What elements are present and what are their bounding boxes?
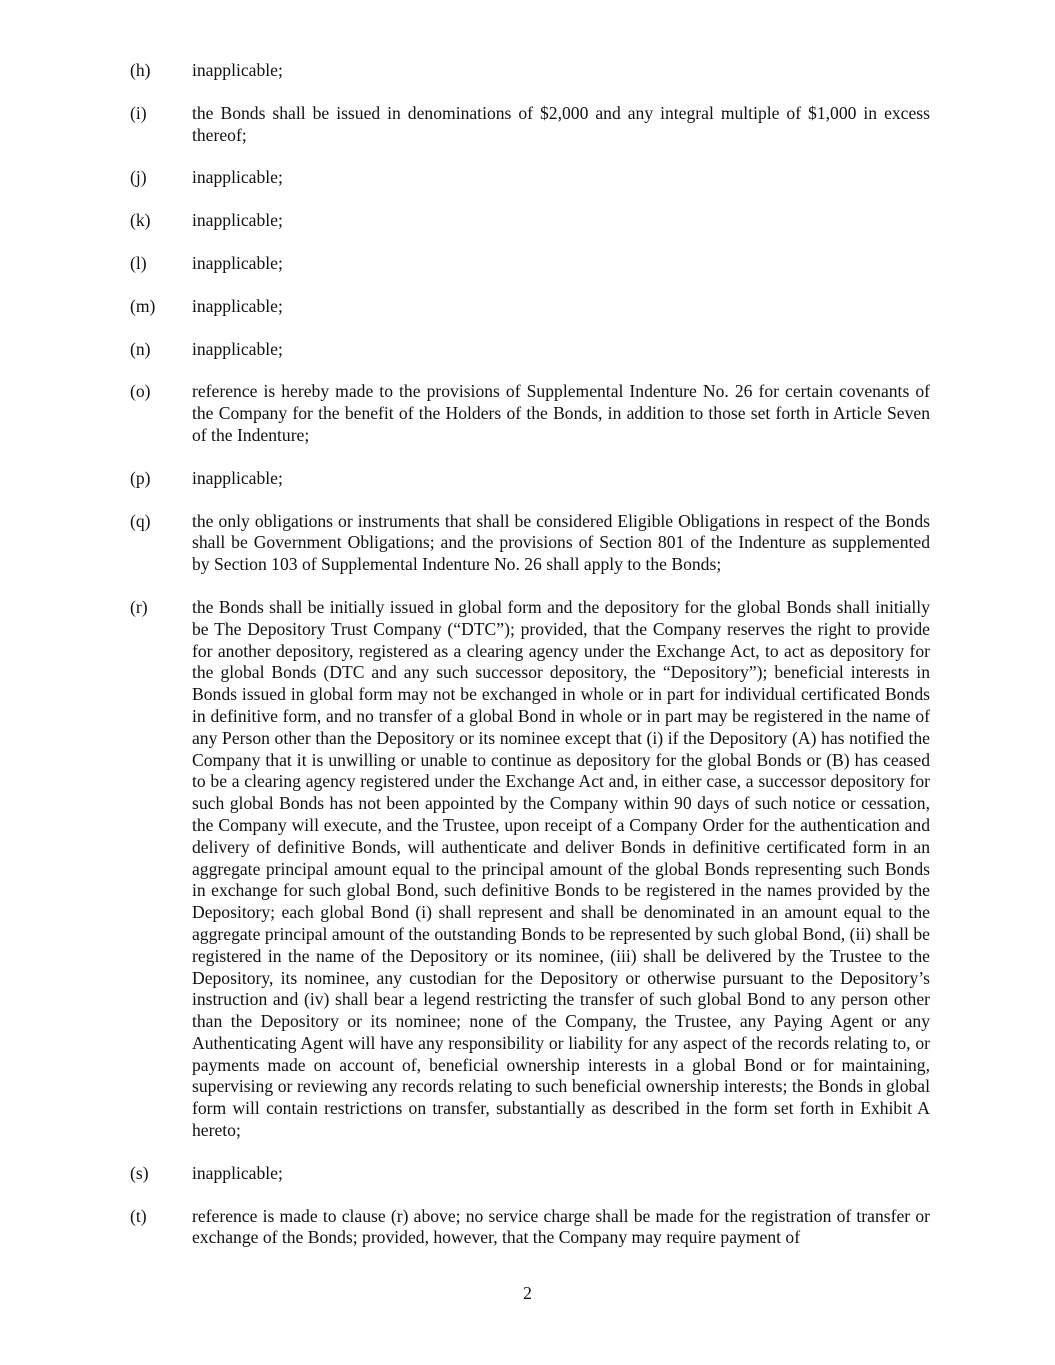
clause-m (130, 296, 930, 318)
clause-r (130, 597, 930, 1142)
clause-text: the only obligations or instruments that shall be considered Eligible Obligations in respect of the Bonds shall be Government Obligations; and the provisions of Section 801 of the Indenture as supplemented by Section 103 of Supplemental Indenture No. 26 shall apply to the Bonds; (192, 510, 930, 575)
clause-label: (q) (130, 510, 151, 531)
clause-label: (t) (130, 1205, 147, 1226)
clause-label: (k) (130, 210, 151, 231)
clause-p (130, 468, 930, 490)
page-number: 2 (523, 1283, 532, 1303)
clause-label: (h) (130, 60, 151, 80)
clause-text: inapplicable; (192, 1162, 283, 1183)
clause-label: (r) (130, 596, 148, 617)
clause-label: (j) (130, 167, 147, 188)
clause-text: the Bonds shall be issued in denominations of $2,000 and any integral multiple of $1,000 in excess thereof; (192, 102, 930, 145)
clause-label: (p) (130, 467, 151, 488)
clause-text: inapplicable; (192, 467, 283, 488)
clause-j (130, 167, 930, 189)
clause-n (130, 339, 930, 361)
clause-label: (m) (130, 295, 156, 316)
clause-i (130, 103, 930, 147)
clause-text: inapplicable; (192, 338, 283, 359)
clause-label: (o) (130, 381, 151, 402)
clause-text: the Bonds shall be initially issued in global form and the depository for the global Bonds shall initially be The Depository Trust Company (“DTC”); provided, that the Company reserves the right to provide for another depository, registered as a clearing agency under the Exchange Act, to act as depository for the global Bonds (DTC and any such successor depository, the “Depository”); beneficial interests in Bonds issued in global form may not be exchanged in whole or in part for individual certificated Bonds in definitive form, and no transfer of a global Bond in whole or in part may be registered in the name of any Person other than the Depository or its nominee except that (i) if the Depository (A) has notified the Company that it is unwilling or unable to continue as depository for the global Bonds or (B) has ceased to be a clearing agency registered under the Exchange Act and, in either case, a successor depository for such global Bonds has not been appointed by the Company within 90 days of such notice or cessation, the Company will execute, and the Trustee, upon receipt of a Company Order for the authentication and delivery of definitive Bonds, will authenticate and deliver Bonds in definitive certificated form in an aggregate principal amount equal to the principal amount of the global Bonds representing such Bonds in exchange for such global Bond, such definitive Bonds to be registered in the names provided by the Depository; each global Bond (i) shall represent and shall be denominated in an amount equal to the aggregate principal amount of the outstanding Bonds to be represented by such global Bond, (ii) shall be registered in the name of the Depository or its nominee, (iii) shall be delivered by the Trustee to the Depository, its nominee, any custodian for the Depository or otherwise pursuant to the Depository’s instruction and (iv) shall bear a legend restricting the transfer of such global Bond to any person other than the Depository or its nominee; none of the Company, the Trustee, any Paying Agent or any Authenticating Agent will have any responsibility or liability for any aspect of the records relating to, or payments made on account of, beneficial ownership interests in a global Bond or for maintaining, supervising or reviewing any records relating to such beneficial ownership interests; the Bonds in global form will contain restrictions on transfer, substantially as described in the form set forth in Exhibit A hereto; (192, 596, 930, 1141)
clause-text: inapplicable; (192, 60, 283, 80)
clause-label: (i) (130, 102, 147, 123)
clause-k (130, 210, 930, 232)
clause-q (130, 511, 930, 576)
clause-text: inapplicable; (192, 252, 283, 273)
clause-s (130, 1163, 930, 1185)
clause-text: inapplicable; (192, 167, 283, 188)
clause-list (130, 60, 930, 1270)
clause-t (130, 1206, 930, 1250)
clause-h (130, 60, 930, 82)
clause-o (130, 381, 930, 446)
clause-text: inapplicable; (192, 210, 283, 231)
clause-label: (s) (130, 1162, 149, 1183)
clause-label: (l) (130, 252, 147, 273)
clause-text: inapplicable; (192, 295, 283, 316)
clause-l (130, 253, 930, 275)
clause-text: reference is made to clause (r) above; no service charge shall be made for the registration of transfer or exchange of the Bonds; provided, however, that the Company may require payment of (192, 1205, 930, 1248)
clause-label: (n) (130, 338, 151, 359)
clause-text: reference is hereby made to the provisions of Supplemental Indenture No. 26 for certain covenants of the Company for the benefit of the Holders of the Bonds, in addition to those set forth in Article Seven of the Indenture; (192, 381, 930, 445)
